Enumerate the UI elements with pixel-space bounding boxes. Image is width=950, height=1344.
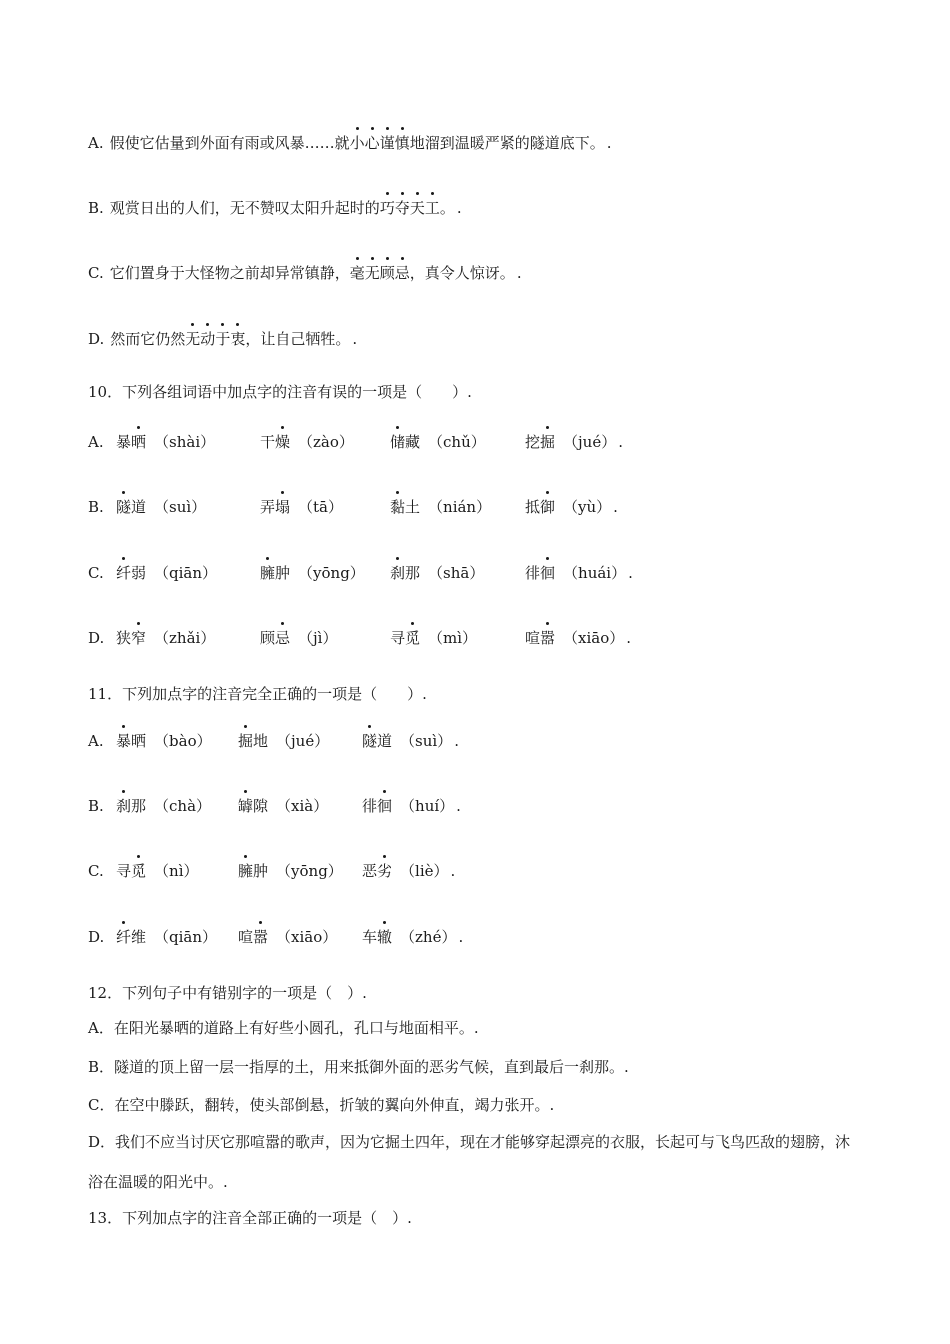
word-pinyin-item [116,795,211,817]
word-char: 晒 [131,732,147,750]
pinyin: （jué） [563,433,617,451]
dotted-char: 纤 [116,564,132,582]
word-pinyin-item [260,496,343,518]
word-pinyin-item [390,562,484,584]
word-char: 狭 [116,629,132,647]
question-12-option-d: D．我们不应当讨厌它那喧嚣的歌声，因为它掘土四年，现在才能够穿起漂亮的衣服，长起可与飞鸟匹敌的翅膀，沐浴在温暖的阳光中。. [88,1133,851,1191]
sentence-text: 然而它仍然 [110,330,186,348]
word-char: 喧 [525,629,541,647]
word-char: 恶 [362,862,378,880]
dotted-char: 巧 [379,199,395,217]
word-pinyin-item [525,562,633,584]
dotted-char: 刹 [116,797,132,815]
dotted-char: 塌 [275,498,291,516]
dotted-char: 小 [349,134,365,152]
dotted-char: 夺 [394,199,410,217]
word-pinyin-item [260,627,337,649]
pinyin: （zhé） [400,928,457,946]
trailing-mark: . [456,199,462,217]
pinyin: （jué） [276,732,330,750]
question-12-option-c: C．在空中滕跃，翻转，使头部倒悬，折皱的翼向外伸直，竭力张开。. [88,1096,555,1114]
word-char: 干 [260,433,276,451]
word-char: 徘 [362,797,378,815]
dotted-char: 忌 [394,264,410,282]
pinyin: （shài） [154,433,216,451]
dotted-char: 暴 [116,732,132,750]
dotted-char: 无 [185,330,201,348]
question-13-stem: 13．下列加点字的注音全部正确的一项是（ ）. [88,1209,412,1227]
dotted-char: 动 [200,330,216,348]
sentence-text: 假使它估量到外面有雨或风暴……就 [109,134,350,152]
word-char: 寻 [116,862,132,880]
trailing-mark: . [352,330,358,348]
sentence-text: 它们置身于大怪物之前却异常镇静， [109,264,350,282]
pinyin: （chǔ） [428,433,486,451]
dotted-char: 御 [540,498,556,516]
option-label: A. [88,134,104,152]
trailing-mark: . [626,629,632,647]
question-9-option-c [88,262,522,284]
pinyin: （tā） [298,498,344,516]
pinyin: （jì） [298,629,338,647]
word-pinyin-item [116,730,212,752]
question-10-stem: 10．下列各组词语中加点字的注音有误的一项是（ ）. [88,383,472,401]
option-label: D. [88,928,105,946]
dotted-char: 晒 [131,433,147,451]
pinyin: （suì） [400,732,453,750]
pinyin: （suì） [154,498,207,516]
word-pinyin-item [116,562,217,584]
option-label: C. [88,564,104,582]
pinyin: （zào） [298,433,354,451]
pinyin: （nì） [154,862,199,880]
word-pinyin-item [362,730,459,752]
pinyin: （qiān） [154,928,218,946]
dotted-char: 燥 [275,433,291,451]
dotted-char: 徊 [377,797,393,815]
dotted-char: 储 [390,433,406,451]
word-pinyin-item [390,627,477,649]
dotted-char: 于 [215,330,231,348]
dotted-char: 觅 [131,862,147,880]
question-12-option-a: A．在阳光暴晒的道路上有好些小圆孔，孔口与地面相平。. [88,1019,479,1037]
question-12-stem: 12．下列句子中有错别字的一项是（ ）. [88,984,367,1002]
word-pinyin-item [362,926,463,948]
trailing-mark: . [606,134,612,152]
word-pinyin-item [238,795,328,817]
dotted-char: 衷 [230,330,246,348]
dotted-char: 劣 [377,862,393,880]
dotted-char: 窄 [131,629,147,647]
pinyin: （yōng） [276,862,343,880]
pinyin: （huí） [400,797,455,815]
dotted-char: 臃 [238,862,254,880]
trailing-mark: . [628,564,633,582]
dotted-char: 毫 [349,264,365,282]
word-char: 寻 [390,629,406,647]
option-label: D. [88,629,105,647]
dotted-char: 辙 [377,928,393,946]
word-char: 车 [362,928,378,946]
word-char: 弱 [131,564,147,582]
dotted-char: 天 [409,199,425,217]
word-pinyin-item [238,730,329,752]
word-char: 抵 [525,498,541,516]
dotted-char: 忌 [275,629,291,647]
dotted-char: 心 [364,134,380,152]
pinyin: （liè） [400,862,449,880]
dotted-char: 慎 [394,134,410,152]
dotted-char: 掘 [540,433,556,451]
word-pinyin-item [525,627,631,649]
trailing-mark: . [613,498,618,516]
option-label: D. [88,330,105,348]
dotted-char: 嚣 [540,629,556,647]
word-char: 道 [377,732,393,750]
word-pinyin-item [362,860,455,882]
dotted-char: 黏 [390,498,406,516]
dotted-char: 工 [424,199,440,217]
trailing-mark: . [458,928,464,946]
dotted-char: 觅 [405,629,421,647]
dotted-char: 嚣 [253,928,269,946]
pinyin: （mì） [428,629,478,647]
dotted-char: 纤 [116,928,132,946]
pinyin: （huái） [563,564,627,582]
word-pinyin-item [238,860,343,882]
word-char: 顾 [260,629,276,647]
word-pinyin-item [390,496,491,518]
word-pinyin-item [362,795,461,817]
word-pinyin-item [525,431,623,453]
question-11-stem: 11．下列加点字的注音完全正确的一项是（ ）. [88,685,427,703]
pinyin: （xiāo） [276,928,338,946]
word-char: 弄 [260,498,276,516]
pinyin: （bào） [154,732,212,750]
pinyin: （shā） [428,564,485,582]
word-char: 肿 [253,862,269,880]
pinyin: （xiāo） [563,629,625,647]
word-pinyin-item [116,860,199,882]
dotted-char: 无 [364,264,380,282]
option-label: A. [88,732,104,750]
option-label: A. [88,433,104,451]
option-label: B. [88,498,104,516]
word-pinyin-item [116,926,217,948]
sentence-text: ，让自己牺牲。 [245,330,351,348]
pinyin: （zhǎi） [154,629,216,647]
word-char: 藏 [405,433,421,451]
trailing-mark: . [516,264,522,282]
word-char: 挖 [525,433,541,451]
word-pinyin-item [525,496,618,518]
trailing-mark: . [456,797,461,815]
pinyin: （yù） [563,498,612,516]
option-label: C. [88,862,104,880]
word-pinyin-item [116,496,206,518]
sentence-text: 观赏日出的人们，无不赞叹太阳升起时的 [109,199,380,217]
pinyin: （yōng） [298,564,365,582]
word-pinyin-item [238,926,337,948]
word-char: 暴 [116,433,132,451]
word-char: 肿 [275,564,291,582]
option-label: B. [88,797,104,815]
pinyin: （xià） [276,797,329,815]
word-char: 徘 [525,564,541,582]
dotted-char: 罅 [238,797,254,815]
word-char: 地 [253,732,269,750]
dotted-char: 谨 [379,134,395,152]
question-9-option-a [88,132,611,154]
word-pinyin-item [116,431,215,453]
trailing-mark: . [618,433,624,451]
pinyin: （chà） [154,797,212,815]
dotted-char: 刹 [390,564,406,582]
word-char: 土 [405,498,421,516]
word-char: 维 [131,928,147,946]
pinyin: （nián） [428,498,492,516]
word-pinyin-item [260,562,365,584]
dotted-char: 掘 [238,732,254,750]
trailing-mark: . [454,732,459,750]
dotted-char: 徊 [540,564,556,582]
word-pinyin-item [116,627,215,649]
question-9-option-d [88,328,357,350]
option-label: B. [88,199,104,217]
question-9-option-b [88,197,462,219]
sentence-text: 。 [439,199,455,217]
dotted-char: 顾 [379,264,395,282]
pinyin: （qiān） [154,564,218,582]
dotted-char: 隧 [116,498,132,516]
word-char: 道 [131,498,147,516]
word-char: 喧 [238,928,254,946]
word-pinyin-item [260,431,354,453]
word-pinyin-item [390,431,486,453]
word-char: 那 [405,564,421,582]
word-char: 隙 [253,797,269,815]
word-char: 那 [131,797,147,815]
trailing-mark: . [450,862,456,880]
option-label: C. [88,264,104,282]
sentence-text: 地溜到温暖严紧的隧道底下。 [409,134,605,152]
question-12-option-b: B．隧道的顶上留一层一指厚的土，用来抵御外面的恶劣气候，直到最后一刹那。. [88,1058,629,1076]
dotted-char: 隧 [362,732,378,750]
dotted-char: 臃 [260,564,276,582]
sentence-text: ，真令人惊讶。 [409,264,515,282]
